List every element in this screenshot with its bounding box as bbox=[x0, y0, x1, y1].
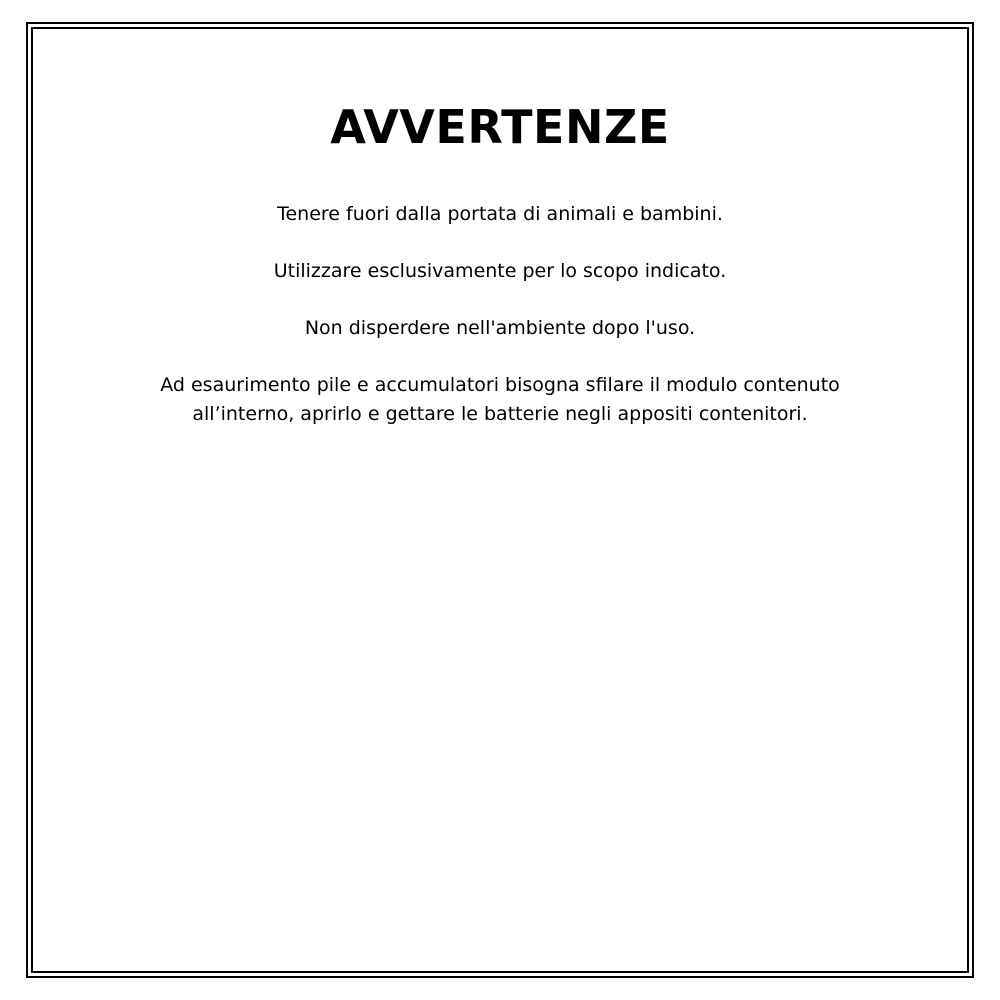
warning-paragraph-1 bbox=[33, 200, 967, 229]
warning-paragraph-4 bbox=[33, 371, 967, 429]
warning-paragraph-3 bbox=[33, 314, 967, 343]
document-content bbox=[33, 99, 967, 457]
warning-text-line-1: Ad esaurimento pile e accumulatori bisogna sfilare il modulo contenuto bbox=[160, 374, 840, 396]
document-border-outer bbox=[26, 22, 974, 978]
warnings-list bbox=[33, 200, 967, 429]
document-border-inner bbox=[31, 27, 969, 973]
warning-text: Tenere fuori dalla portata di animali e bambini. bbox=[277, 203, 723, 225]
warning-text-line-2: all’interno, aprirlo e gettare le batterie negli appositi contenitori. bbox=[192, 403, 808, 425]
warning-paragraph-2 bbox=[33, 257, 967, 286]
warning-text: Non disperdere nell'ambiente dopo l'uso. bbox=[304, 317, 696, 339]
warning-text: Utilizzare esclusivamente per lo scopo indicato. bbox=[273, 260, 727, 282]
document-title: AVVERTENZE bbox=[330, 100, 670, 154]
